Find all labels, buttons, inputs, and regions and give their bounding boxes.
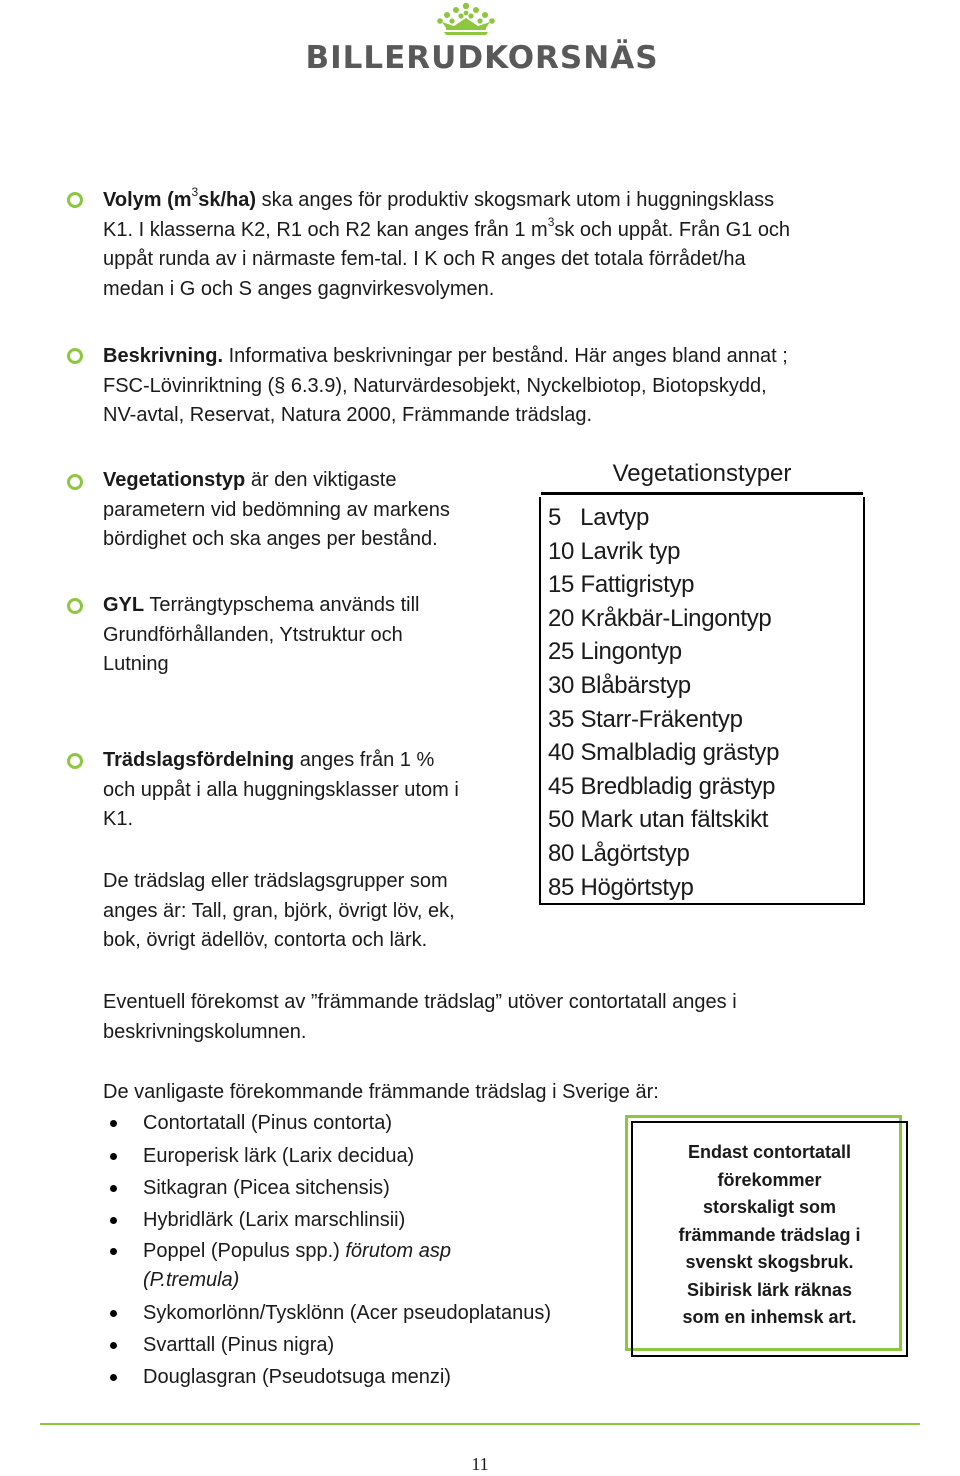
- bullet-icon: [67, 348, 83, 364]
- note-line: främmande trädslag i: [678, 1224, 861, 1245]
- species-item: Svarttall (Pinus nigra): [143, 1334, 335, 1356]
- vegetationstyp-paragraph: [103, 466, 523, 555]
- volym-paragraph: [103, 186, 903, 304]
- list-bullet-icon: [110, 1153, 117, 1160]
- vegetationstyp-text: bördighet och ska anges per bestånd.: [103, 528, 438, 550]
- tradslag-paragraph: [103, 746, 523, 835]
- species-item: Hybridlärk (Larix marschlinsii): [143, 1209, 406, 1231]
- volym-text: medan i G och S anges gagnvirkesvolymen.: [103, 277, 495, 300]
- list-bullet-icon: [110, 1374, 117, 1381]
- list-bullet-icon: [110, 1342, 117, 1349]
- volym-unit: sk/ha): [198, 189, 257, 211]
- vegetationstyp-text: är den viktigaste: [245, 469, 397, 491]
- note-line: storskaligt som: [702, 1197, 837, 1217]
- list-bullet-icon: [110, 1185, 117, 1192]
- gyl-term: GYL: [103, 594, 145, 616]
- vegetation-row: 35 Starr-Fräkentyp: [548, 705, 743, 733]
- beskrivning-paragraph: [103, 342, 923, 431]
- bullet-icon: [67, 474, 83, 490]
- vegetation-row: 80 Lågörtstyp: [548, 839, 690, 867]
- crown-icon: [434, 2, 498, 36]
- list-bullet-icon: [110, 1120, 117, 1127]
- list-bullet-icon: [110, 1248, 117, 1255]
- bullet-icon: [67, 192, 83, 208]
- brand-name: BILLERUDKORSNÄS: [305, 40, 659, 76]
- gyl-text: Grundförhållanden, Ytstruktur och: [103, 623, 403, 646]
- tradslagsgrupper-text: anges är: Tall, gran, björk, övrigt löv, ek,: [103, 899, 455, 922]
- vegetation-row: 45 Bredbladig grästyp: [548, 772, 776, 800]
- foreign-note-text: Eventuell förekomst av ”främmande trädslag” utöver contortatall anges i: [103, 991, 737, 1013]
- superscript: 3: [191, 185, 199, 200]
- note-line: Endast contortatall: [687, 1142, 852, 1162]
- vegetation-row: 25 Lingontyp: [548, 638, 682, 666]
- tradslagsgrupper-text: bok, övrigt ädellöv, contorta och lärk.: [103, 929, 428, 951]
- beskrivning-text: 6.3.9), Naturvärdesobjekt, Nyckelbiotop, Biotopskydd,: [285, 374, 767, 397]
- volym-term: Volym (m: [103, 189, 192, 211]
- bullet-icon: [67, 598, 83, 614]
- gyl-text: Lutning: [103, 653, 169, 675]
- note-box: [631, 1121, 908, 1357]
- note-line: förekommer: [717, 1169, 822, 1190]
- beskrivning-text: Informativa beskrivningar per bestånd. Här anges bland annat ;: [223, 345, 788, 367]
- list-bullet-icon: [110, 1217, 117, 1224]
- beskrivning-text: FSC-Lövinriktning (: [103, 374, 275, 397]
- volym-text: K1. I klasserna K2, R1 och R2 kan anges från 1 m: [103, 218, 548, 241]
- vegetation-row: 85 Högörtstyp: [548, 873, 694, 901]
- species-item: Europerisk lärk (Larix decidua): [143, 1145, 415, 1167]
- vegetation-row: 40 Smalbladig grästyp: [548, 739, 780, 767]
- beskrivning-text: NV-avtal, Reservat, Natura 2000, Främmande trädslag.: [103, 404, 593, 426]
- vegetation-row: 30 Blåbärstyp: [548, 671, 691, 699]
- volym-text: ska anges för produktiv skogsmark utom i huggningsklass: [256, 189, 775, 211]
- species-item: Sykomorlönn/Tysklönn (Acer pseudoplatanus): [143, 1302, 551, 1324]
- bullet-icon: [67, 753, 83, 769]
- superscript: 3: [547, 214, 555, 229]
- table-divider: [541, 492, 863, 495]
- volym-text: sk och uppåt. Från G1 och: [554, 218, 791, 241]
- vegetation-row: 10 Lavrik typ: [548, 537, 681, 565]
- vegetation-row: 50 Mark utan fältskikt: [548, 806, 769, 834]
- footer-divider: [40, 1423, 920, 1425]
- gyl-paragraph: [103, 591, 523, 680]
- vegetationstyp-term: Vegetationstyp: [103, 469, 246, 491]
- foreign-species-note: [103, 988, 903, 1047]
- species-item: Sitkagran (Picea sitchensis): [143, 1177, 390, 1199]
- tradslag-text: och uppåt i alla huggningsklasser utom i: [103, 778, 459, 801]
- species-item: Douglasgran (Pseudotsuga menzi): [143, 1366, 451, 1388]
- tradslag-term: Trädslagsfördelning: [103, 749, 295, 771]
- species-exception: förutom asp: [339, 1240, 451, 1262]
- page-number: 11: [471, 1454, 489, 1474]
- tradslag-text: K1.: [103, 808, 134, 830]
- beskrivning-term: Beskrivning.: [103, 345, 224, 367]
- gyl-text: Terrängtypschema används till: [144, 594, 420, 616]
- company-logo: [0, 0, 960, 80]
- volym-text: uppåt runda av i närmaste fem-tal. I K och R anges det totala förrådet/ha: [103, 248, 746, 270]
- species-item: Contortatall (Pinus contorta): [143, 1112, 393, 1134]
- vegetation-row: 5 Lavtyp: [548, 504, 650, 531]
- note-line: svenskt skogsbruk.: [685, 1252, 854, 1272]
- vegetationstyp-text: parametern vid bedömning av markens: [103, 498, 450, 521]
- foreign-note-text: beskrivningskolumnen.: [103, 1020, 307, 1043]
- list-bullet-icon: [110, 1310, 117, 1317]
- species-name: Poppel (Populus spp.): [143, 1240, 340, 1262]
- tradslag-text: anges från 1 %: [294, 749, 435, 771]
- species-list-intro: De vanligaste förekommande främmande trädslag i Sverige är:: [103, 1081, 659, 1103]
- vegetation-row: 15 Fattigristyp: [548, 571, 695, 599]
- species-item-poppel: [143, 1237, 451, 1295]
- note-line: Sibirisk lärk räknas: [686, 1279, 853, 1300]
- tradslagsgrupper-paragraph: [103, 867, 523, 956]
- vegetation-row: 20 Kråkbär-Lingontyp: [548, 604, 772, 632]
- tradslagsgrupper-text: De trädslag eller trädslagsgrupper som: [103, 870, 448, 892]
- species-exception: (P.tremula): [143, 1269, 240, 1291]
- vegetation-table-title: Vegetationstyper: [612, 460, 792, 487]
- section-sign-icon: §: [274, 374, 286, 397]
- vegetation-table: [539, 497, 865, 905]
- note-line: som en inhemsk art.: [682, 1307, 857, 1327]
